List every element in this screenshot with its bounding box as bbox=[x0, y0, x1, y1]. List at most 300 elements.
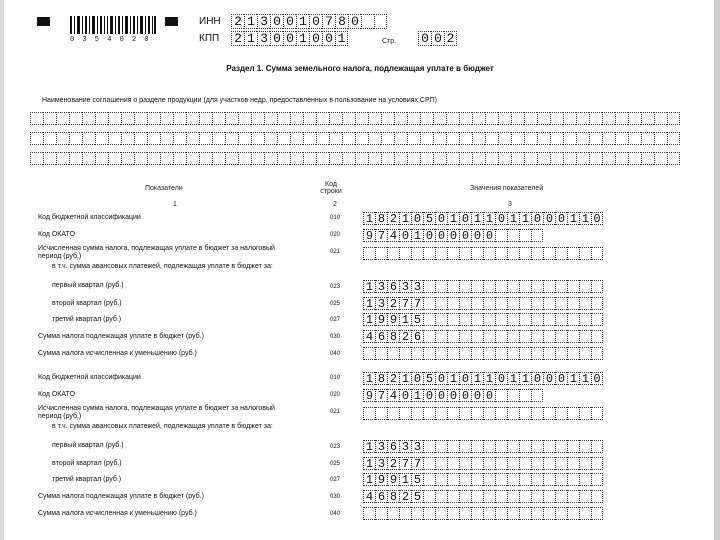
calc-field-cell bbox=[519, 247, 531, 260]
agreement-cell bbox=[446, 152, 459, 165]
sum-label: Сумма налога подлежащая уплате в бюджет (руб.) bbox=[38, 493, 204, 500]
agreement-cell bbox=[69, 132, 82, 145]
agreement-cell bbox=[186, 112, 199, 125]
calc-field bbox=[363, 407, 603, 420]
section-title: Раздел 1. Сумма земельного налога, подлежащая уплате в бюджет bbox=[226, 64, 494, 73]
q3-field-cell bbox=[519, 313, 531, 326]
corner-marker-right bbox=[165, 17, 178, 26]
q1-field-cell bbox=[531, 280, 543, 293]
kbk-field-cell: 1 bbox=[363, 372, 375, 385]
okato-field-cell: 4 bbox=[387, 229, 399, 242]
q3-field-cell bbox=[567, 313, 579, 326]
inn-cell: 0 bbox=[309, 14, 322, 29]
dec-field bbox=[363, 347, 603, 360]
agreement-cell bbox=[563, 112, 576, 125]
agreement-cell bbox=[459, 152, 472, 165]
agreement-cell bbox=[511, 132, 524, 145]
column-header-indicators: Показатели bbox=[145, 185, 183, 192]
sum-field-cell bbox=[435, 330, 447, 343]
q1-field-cell bbox=[531, 440, 543, 453]
calc-field-cell bbox=[579, 247, 591, 260]
agreement-cell bbox=[628, 152, 641, 165]
agreement-cell bbox=[394, 132, 407, 145]
okato-field-cell bbox=[495, 229, 507, 242]
q2-field-cell: 2 bbox=[387, 457, 399, 470]
q3-field-cell bbox=[531, 473, 543, 486]
agreement-cell bbox=[654, 132, 667, 145]
kpp-cell: 1 bbox=[335, 31, 348, 46]
sum-field-cell: 8 bbox=[387, 490, 399, 503]
q3-field-cell bbox=[483, 473, 495, 486]
q1-field-cell: 3 bbox=[399, 280, 411, 293]
q2-field-cell: 7 bbox=[411, 297, 423, 310]
inn-cell: 0 bbox=[283, 14, 296, 29]
q1-label: первый квартал (руб.) bbox=[52, 442, 124, 449]
dec-field-cell bbox=[387, 347, 399, 360]
q2-field-cell bbox=[447, 297, 459, 310]
sum-field-cell bbox=[591, 330, 603, 343]
q2-field-cell bbox=[519, 457, 531, 470]
okato-field-cell: 0 bbox=[399, 389, 411, 402]
kbk-field bbox=[363, 212, 603, 225]
agreement-cell bbox=[472, 132, 485, 145]
agreement-cell bbox=[160, 112, 173, 125]
agreement-cell bbox=[381, 132, 394, 145]
q1-field-cell: 3 bbox=[411, 440, 423, 453]
agreement-cell bbox=[368, 152, 381, 165]
calc-field bbox=[363, 247, 603, 260]
dec-code: 040 bbox=[330, 351, 341, 357]
agreement-cell bbox=[485, 152, 498, 165]
agreement-cell bbox=[30, 112, 43, 125]
q3-field-cell: 5 bbox=[411, 313, 423, 326]
kbk-field-cell: 1 bbox=[579, 372, 591, 385]
dec-field-cell bbox=[567, 347, 579, 360]
q3-field-cell bbox=[591, 473, 603, 486]
agreement-cell bbox=[212, 152, 225, 165]
q3-field-cell bbox=[459, 473, 471, 486]
q3-field-cell bbox=[495, 473, 507, 486]
agreement-cell bbox=[173, 152, 186, 165]
q1-field-cell: 3 bbox=[375, 440, 387, 453]
agreement-cell bbox=[394, 112, 407, 125]
q3-field-cell bbox=[423, 313, 435, 326]
agreement-cell bbox=[550, 132, 563, 145]
inn-cell: 8 bbox=[335, 14, 348, 29]
agreement-cell bbox=[355, 152, 368, 165]
calc-code: 021 bbox=[330, 409, 341, 415]
calc-field-cell bbox=[495, 247, 507, 260]
agreement-cell bbox=[498, 132, 511, 145]
agreement-cell bbox=[329, 112, 342, 125]
kbk-field-cell: 1 bbox=[567, 212, 579, 225]
kpp-label: КПП bbox=[199, 33, 220, 44]
okato-code: 020 bbox=[330, 232, 341, 238]
dec-label: Сумма налога исчисленная к уменьшению (руб.) bbox=[38, 510, 197, 517]
agreement-cell bbox=[303, 152, 316, 165]
agreement-cell bbox=[524, 132, 537, 145]
agreement-cell bbox=[511, 152, 524, 165]
inn-cell: 7 bbox=[322, 14, 335, 29]
q1-field-cell bbox=[555, 280, 567, 293]
agreement-cell bbox=[277, 152, 290, 165]
q2-field-cell bbox=[471, 457, 483, 470]
agreement-cell bbox=[108, 112, 121, 125]
q1-field-cell bbox=[471, 280, 483, 293]
calc-field-cell bbox=[507, 407, 519, 420]
q3-field-cell bbox=[447, 473, 459, 486]
calc-field-cell bbox=[399, 247, 411, 260]
agreement-row-1 bbox=[30, 112, 680, 125]
q2-code: 025 bbox=[330, 461, 341, 467]
q3-label: третий квартал (руб.) bbox=[52, 316, 122, 323]
q2-label: второй квартал (руб.) bbox=[52, 460, 122, 467]
kpp-cell: 0 bbox=[309, 31, 322, 46]
agreement-cell bbox=[147, 112, 160, 125]
agreement-cell bbox=[550, 152, 563, 165]
q3-field-cell: 1 bbox=[399, 473, 411, 486]
agreement-row-2 bbox=[30, 132, 680, 145]
q1-field-cell bbox=[447, 280, 459, 293]
agreement-cell bbox=[342, 152, 355, 165]
agreement-cell bbox=[537, 112, 550, 125]
q3-field bbox=[363, 473, 603, 486]
inn-cell: 0 bbox=[270, 14, 283, 29]
agreement-cell bbox=[108, 152, 121, 165]
dec-field-cell bbox=[471, 347, 483, 360]
agreement-cell bbox=[641, 152, 654, 165]
agreement-cell bbox=[225, 132, 238, 145]
sum-field-cell bbox=[483, 490, 495, 503]
dec-field-cell bbox=[447, 347, 459, 360]
kbk-field-cell: 0 bbox=[411, 372, 423, 385]
sum-field-cell bbox=[423, 490, 435, 503]
kbk-field-cell: 0 bbox=[459, 372, 471, 385]
calc-label: Исчисленная сумма налога, подлежащая уплате в бюджет за налоговый период (руб.) bbox=[38, 245, 275, 260]
dec-field-cell bbox=[399, 507, 411, 520]
q3-field-cell bbox=[519, 473, 531, 486]
calc-field-cell bbox=[423, 247, 435, 260]
agreement-cell bbox=[290, 152, 303, 165]
sum-field-cell: 5 bbox=[411, 490, 423, 503]
q1-field-cell bbox=[471, 440, 483, 453]
sum-code: 030 bbox=[330, 494, 341, 500]
okato-field-cell: 0 bbox=[483, 389, 495, 402]
kpp-cell: 2 bbox=[231, 31, 244, 46]
q1-field-cell bbox=[447, 440, 459, 453]
q3-field-cell bbox=[435, 313, 447, 326]
okato-field-cell: 0 bbox=[423, 229, 435, 242]
kbk-field-cell: 5 bbox=[423, 372, 435, 385]
dec-field-cell bbox=[447, 507, 459, 520]
okato-field-cell: 0 bbox=[423, 389, 435, 402]
agreement-cell bbox=[355, 112, 368, 125]
agreement-cell bbox=[121, 132, 134, 145]
dec-field-cell bbox=[555, 507, 567, 520]
agreement-cell bbox=[95, 152, 108, 165]
agreement-cell bbox=[394, 152, 407, 165]
calc-field-cell bbox=[495, 407, 507, 420]
kbk-field-cell: 0 bbox=[459, 212, 471, 225]
q1-field-cell bbox=[435, 440, 447, 453]
okato-field-cell: 0 bbox=[399, 229, 411, 242]
kbk-field-cell: 8 bbox=[375, 212, 387, 225]
q2-field-cell bbox=[459, 297, 471, 310]
q2-field bbox=[363, 457, 603, 470]
kbk-field-cell: 8 bbox=[375, 372, 387, 385]
agreement-cell bbox=[173, 112, 186, 125]
kpp-cell: 0 bbox=[270, 31, 283, 46]
sum-field-cell bbox=[543, 490, 555, 503]
okato-field-cell: 0 bbox=[447, 389, 459, 402]
sum-field-cell bbox=[423, 330, 435, 343]
q1-code: 023 bbox=[330, 284, 341, 290]
okato-field-cell: 0 bbox=[459, 389, 471, 402]
agreement-cell bbox=[368, 112, 381, 125]
agreement-cell bbox=[82, 152, 95, 165]
agreement-cell bbox=[329, 132, 342, 145]
agreement-cell bbox=[459, 112, 472, 125]
q1-field-cell bbox=[519, 280, 531, 293]
q3-field-cell: 1 bbox=[363, 313, 375, 326]
sum-field-cell bbox=[447, 490, 459, 503]
agreement-cell bbox=[667, 132, 680, 145]
dec-field-cell bbox=[531, 347, 543, 360]
calc-field-cell bbox=[435, 407, 447, 420]
agreement-cell bbox=[173, 132, 186, 145]
agreement-cell bbox=[446, 112, 459, 125]
kbk-label: Код бюджетной классификации bbox=[38, 374, 141, 381]
dec-code: 040 bbox=[330, 511, 341, 517]
q3-field-cell bbox=[471, 473, 483, 486]
calc-field-cell bbox=[531, 247, 543, 260]
q3-field-cell: 9 bbox=[387, 473, 399, 486]
q3-field-cell bbox=[531, 313, 543, 326]
q1-field-cell: 1 bbox=[363, 280, 375, 293]
agreement-cell bbox=[56, 132, 69, 145]
agreement-cell bbox=[147, 152, 160, 165]
kbk-field-cell: 1 bbox=[471, 212, 483, 225]
sum-field-cell bbox=[567, 330, 579, 343]
calc-field-cell bbox=[375, 407, 387, 420]
agreement-cell bbox=[641, 132, 654, 145]
sum-field bbox=[363, 330, 603, 343]
calc-field-cell bbox=[447, 247, 459, 260]
dec-field-cell bbox=[507, 347, 519, 360]
dec-field-cell bbox=[387, 507, 399, 520]
agreement-cell bbox=[563, 152, 576, 165]
agreement-cell bbox=[537, 152, 550, 165]
q1-field-cell bbox=[423, 280, 435, 293]
q1-field-cell bbox=[483, 440, 495, 453]
q1-field bbox=[363, 440, 603, 453]
calc-field-cell bbox=[447, 407, 459, 420]
dec-field-cell bbox=[423, 507, 435, 520]
q3-field-cell bbox=[555, 313, 567, 326]
calc-field-cell bbox=[387, 247, 399, 260]
agreement-cell bbox=[134, 112, 147, 125]
agreement-cell bbox=[576, 112, 589, 125]
calc-field-cell bbox=[531, 407, 543, 420]
agreement-cell bbox=[381, 152, 394, 165]
agreement-cell bbox=[433, 152, 446, 165]
kbk-field-cell: 2 bbox=[387, 212, 399, 225]
q2-field-cell bbox=[579, 297, 591, 310]
incl-label: в т.ч. сумма авансовых платежей, подлежащая уплате в бюджет за: bbox=[52, 263, 273, 270]
q1-field-cell bbox=[435, 280, 447, 293]
agreement-cell bbox=[121, 152, 134, 165]
q3-field-cell: 1 bbox=[363, 473, 375, 486]
agreement-cell bbox=[615, 112, 628, 125]
agreement-cell bbox=[82, 132, 95, 145]
okato-field-cell: 7 bbox=[375, 229, 387, 242]
dec-field-cell bbox=[459, 347, 471, 360]
okato-field-cell: 1 bbox=[411, 389, 423, 402]
agreement-cell bbox=[654, 152, 667, 165]
calc-field-cell bbox=[483, 247, 495, 260]
q3-field-cell bbox=[555, 473, 567, 486]
agreement-cell bbox=[43, 152, 56, 165]
column-number-3: 3 bbox=[508, 201, 512, 208]
q1-field-cell bbox=[423, 440, 435, 453]
q2-field-cell bbox=[531, 297, 543, 310]
kbk-field-cell: 1 bbox=[507, 372, 519, 385]
okato-field-cell: 0 bbox=[435, 389, 447, 402]
sum-field-cell bbox=[447, 330, 459, 343]
kbk-field-cell: 1 bbox=[567, 372, 579, 385]
agreement-cell bbox=[225, 112, 238, 125]
agreement-cell bbox=[43, 132, 56, 145]
agreement-cell bbox=[238, 132, 251, 145]
page-cell: 0 bbox=[418, 31, 431, 46]
calc-field-cell bbox=[471, 407, 483, 420]
okato-label: Код ОКАТО bbox=[38, 231, 75, 238]
dec-label: Сумма налога исчисленная к уменьшению (руб.) bbox=[38, 350, 197, 357]
agreement-cell bbox=[576, 132, 589, 145]
q2-field-cell: 1 bbox=[363, 457, 375, 470]
q1-field-cell bbox=[507, 440, 519, 453]
agreement-cell bbox=[238, 112, 251, 125]
q1-field-cell bbox=[507, 280, 519, 293]
sum-field-cell: 4 bbox=[363, 330, 375, 343]
agreement-cell bbox=[69, 152, 82, 165]
calc-field-cell bbox=[567, 247, 579, 260]
sum-field-cell bbox=[495, 330, 507, 343]
incl-label: в т.ч. сумма авансовых платежей, подлежащая уплате в бюджет за: bbox=[52, 423, 273, 430]
agreement-cell bbox=[498, 152, 511, 165]
kpp-cell: 3 bbox=[257, 31, 270, 46]
q2-field-cell: 3 bbox=[375, 457, 387, 470]
q1-field-cell: 1 bbox=[363, 440, 375, 453]
agreement-cell bbox=[264, 132, 277, 145]
q2-field-cell bbox=[435, 457, 447, 470]
q3-field-cell bbox=[591, 313, 603, 326]
okato-field-cell: 0 bbox=[459, 229, 471, 242]
agreement-cell bbox=[524, 152, 537, 165]
sum-field-cell bbox=[471, 490, 483, 503]
inn-cell: 0 bbox=[348, 14, 361, 29]
sum-field-cell: 8 bbox=[387, 330, 399, 343]
q3-code: 027 bbox=[330, 317, 341, 323]
q2-field-cell bbox=[531, 457, 543, 470]
calc-field-cell bbox=[387, 407, 399, 420]
kbk-field-cell: 1 bbox=[399, 372, 411, 385]
agreement-cell bbox=[407, 152, 420, 165]
calc-field-cell bbox=[399, 407, 411, 420]
agreement-cell bbox=[602, 112, 615, 125]
agreement-cell bbox=[563, 132, 576, 145]
agreement-cell bbox=[303, 132, 316, 145]
q3-field-cell bbox=[471, 313, 483, 326]
dec-field-cell bbox=[483, 507, 495, 520]
sum-field-cell bbox=[555, 490, 567, 503]
inn-cell: 2 bbox=[231, 14, 244, 29]
sum-code: 030 bbox=[330, 334, 341, 340]
page-label: Стр. bbox=[382, 38, 397, 45]
q1-field-cell bbox=[543, 280, 555, 293]
q1-field-cell bbox=[591, 440, 603, 453]
okato-field-cell bbox=[495, 389, 507, 402]
q2-field-cell: 1 bbox=[363, 297, 375, 310]
kbk-field-cell: 1 bbox=[483, 372, 495, 385]
agreement-cell bbox=[212, 112, 225, 125]
q1-field-cell bbox=[579, 440, 591, 453]
q1-field-cell bbox=[459, 440, 471, 453]
sum-field-cell bbox=[495, 490, 507, 503]
agreement-cell bbox=[290, 132, 303, 145]
okato-field-cell: 9 bbox=[363, 389, 375, 402]
agreement-cell bbox=[433, 132, 446, 145]
agreement-cell bbox=[472, 112, 485, 125]
kbk-code: 010 bbox=[330, 375, 341, 381]
sum-field-cell bbox=[579, 330, 591, 343]
q2-field-cell: 3 bbox=[375, 297, 387, 310]
agreement-cell bbox=[160, 132, 173, 145]
calc-field-cell bbox=[411, 247, 423, 260]
agreement-cell bbox=[342, 132, 355, 145]
agreement-cell bbox=[381, 112, 394, 125]
okato-field bbox=[363, 229, 543, 242]
q2-field-cell bbox=[507, 457, 519, 470]
q2-field-cell: 7 bbox=[411, 457, 423, 470]
kbk-field-cell: 1 bbox=[483, 212, 495, 225]
q2-field-cell bbox=[567, 457, 579, 470]
sum-field-cell bbox=[519, 330, 531, 343]
q3-code: 027 bbox=[330, 477, 341, 483]
agreement-cell bbox=[277, 112, 290, 125]
sum-field-cell: 2 bbox=[399, 490, 411, 503]
inn-cell bbox=[361, 14, 374, 29]
okato-field bbox=[363, 389, 543, 402]
agreement-cell bbox=[82, 112, 95, 125]
calc-field-cell bbox=[459, 407, 471, 420]
okato-field-cell: 0 bbox=[471, 389, 483, 402]
q3-label: третий квартал (руб.) bbox=[52, 476, 122, 483]
inn-cell bbox=[374, 14, 387, 29]
q1-label: первый квартал (руб.) bbox=[52, 282, 124, 289]
kbk-code: 010 bbox=[330, 215, 341, 221]
agreement-cell bbox=[251, 152, 264, 165]
dec-field-cell bbox=[519, 507, 531, 520]
agreement-cell bbox=[459, 132, 472, 145]
inn-cell: 1 bbox=[296, 14, 309, 29]
kbk-field-cell: 0 bbox=[591, 212, 603, 225]
agreement-cell bbox=[589, 112, 602, 125]
dec-field-cell bbox=[507, 507, 519, 520]
sum-field-cell: 6 bbox=[411, 330, 423, 343]
q3-field-cell: 5 bbox=[411, 473, 423, 486]
agreement-cell bbox=[329, 152, 342, 165]
